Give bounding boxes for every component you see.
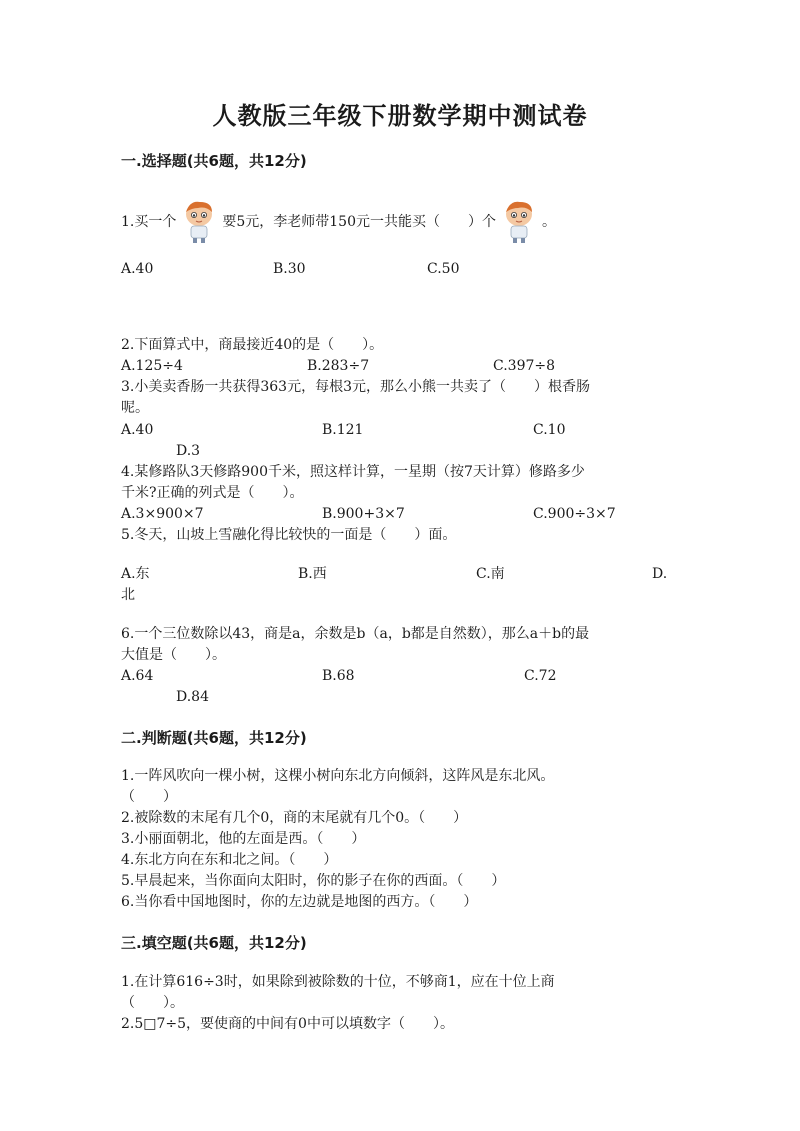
q3-option-a: A.40 bbox=[121, 422, 154, 438]
q2-option-b: B.283÷7 bbox=[307, 358, 370, 374]
q1-option-a: A.40 bbox=[121, 261, 154, 277]
question-5-stem: 5.冬天，山坡上雪融化得比较快的一面是（ ）面。 bbox=[121, 527, 457, 543]
section-fill-title: 三.填空题(共6题，共12分) bbox=[121, 934, 307, 952]
question-1-stem bbox=[121, 200, 556, 244]
q1-text-part1: 1.买一个 bbox=[121, 214, 177, 230]
q4-option-c: C.900÷3×7 bbox=[533, 506, 616, 522]
question-4-stem-line2: 千米?正确的列式是（ ）。 bbox=[121, 485, 304, 501]
question-3-stem-line2: 呢。 bbox=[121, 400, 149, 416]
question-2-stem: 2.下面算式中，商最接近40的是（ ）。 bbox=[121, 337, 384, 353]
q5-option-c: C.南 bbox=[476, 566, 505, 582]
fill-item: 2.5□7÷5，要使商的中间有0中可以填数字（ ）。 bbox=[121, 1016, 454, 1032]
q5-option-d-text: 北 bbox=[121, 587, 135, 603]
judge-item: 5.早晨起来，当你面向太阳时，你的影子在你的西面。（ ） bbox=[121, 873, 506, 889]
q2-option-c: C.397÷8 bbox=[493, 358, 556, 374]
q4-option-b: B.900+3×7 bbox=[322, 506, 405, 522]
judge-item: 2.被除数的末尾有几个0，商的末尾就有几个0。（ ） bbox=[121, 810, 468, 826]
fill-item: （ ）。 bbox=[121, 995, 184, 1011]
q6-option-c: C.72 bbox=[524, 668, 557, 684]
q3-option-c: C.10 bbox=[533, 422, 566, 438]
q5-option-a: A.东 bbox=[121, 566, 150, 582]
section-choice-title: 一.选择题(共6题，共12分) bbox=[121, 152, 307, 170]
q2-option-a: A.125÷4 bbox=[121, 358, 183, 374]
judge-item: 6.当你看中国地图时，你的左边就是地图的西方。（ ） bbox=[121, 894, 478, 910]
judge-item: （ ） bbox=[121, 789, 177, 805]
question-4-stem-line1: 4.某修路队3天修路900千米，照这样计算，一星期（按7天计算）修路多少 bbox=[121, 464, 585, 480]
judge-item: 4.东北方向在东和北之间。（ ） bbox=[121, 852, 338, 868]
q1-option-c: C.50 bbox=[427, 261, 460, 277]
page-title: 人教版三年级下册数学期中测试卷 bbox=[212, 102, 588, 130]
q4-option-a: A.3×900×7 bbox=[121, 506, 204, 522]
q3-option-b: B.121 bbox=[322, 422, 364, 438]
boy-doll-icon bbox=[182, 200, 216, 244]
q6-option-d: D.84 bbox=[176, 689, 209, 705]
question-6-stem-line2: 大值是（ ）。 bbox=[121, 647, 226, 663]
judge-item: 3.小丽面朝北，他的左面是西。（ ） bbox=[121, 831, 366, 847]
judge-item: 1.一阵风吹向一棵小树，这棵小树向东北方向倾斜，这阵风是东北风。 bbox=[121, 768, 555, 784]
q5-option-b: B.西 bbox=[298, 566, 327, 582]
q1-text-part3: 。 bbox=[542, 214, 556, 230]
question-6-stem-line1: 6.一个三位数除以43，商是a，余数是b（a，b都是自然数），那么a＋b的最 bbox=[121, 626, 590, 642]
section-judge-title: 二.判断题(共6题，共12分) bbox=[121, 729, 307, 747]
q6-option-b: B.68 bbox=[322, 668, 355, 684]
boy-doll-icon bbox=[502, 200, 536, 244]
q1-text-part2: 要5元，李老师带150元一共能买（ ）个 bbox=[222, 214, 496, 230]
q1-option-b: B.30 bbox=[273, 261, 306, 277]
q6-option-a: A.64 bbox=[121, 668, 154, 684]
question-3-stem-line1: 3.小美卖香肠一共获得363元，每根3元，那么小熊一共卖了（ ）根香肠 bbox=[121, 379, 590, 395]
q3-option-d: D.3 bbox=[176, 443, 201, 459]
fill-item: 1.在计算616÷3时，如果除到被除数的十位，不够商1，应在十位上商 bbox=[121, 974, 555, 990]
q5-option-d-label: D. bbox=[652, 566, 668, 582]
